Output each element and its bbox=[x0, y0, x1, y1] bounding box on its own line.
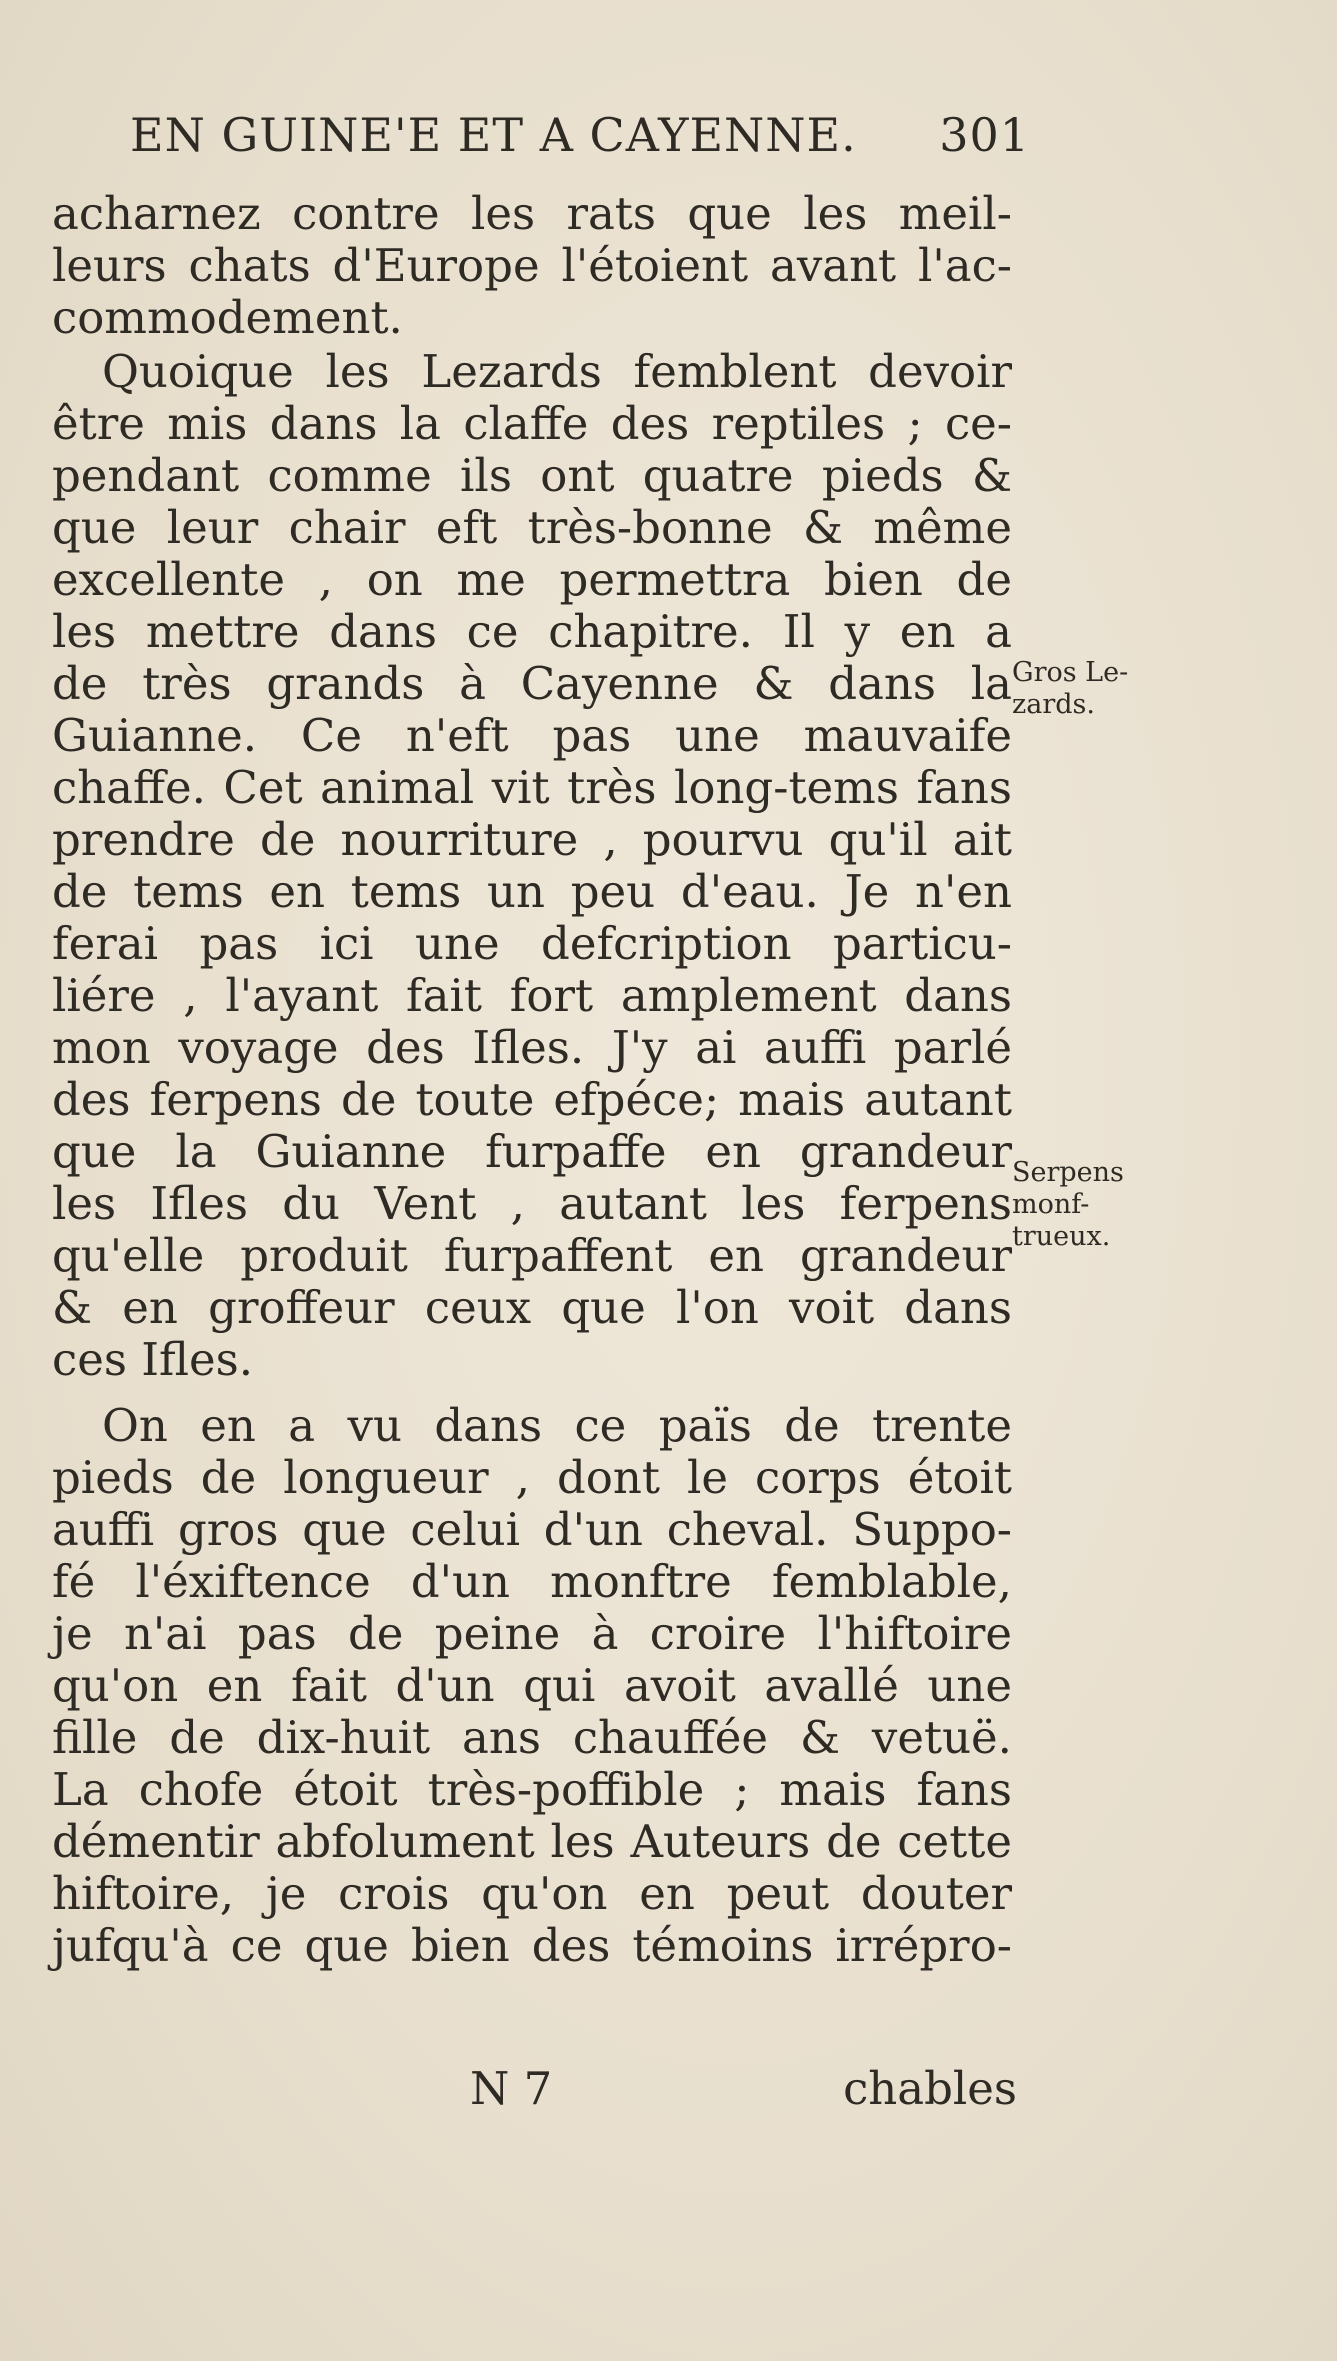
text-line: acharnez contre les rats que les meil- bbox=[52, 187, 1012, 240]
signature-mark: N 7 bbox=[470, 2062, 553, 2115]
text-line: les Ifles du Vent , autant les ferpens bbox=[52, 1177, 1012, 1230]
text-line: & en groffeur ceux que l'on voit dans bbox=[52, 1281, 1012, 1334]
catchword: chables bbox=[843, 2062, 1017, 2115]
text-line: chaffe. Cet animal vit très long-tems fans bbox=[52, 761, 1012, 814]
page-header bbox=[130, 108, 1030, 168]
text-line: ferai pas ici une defcription particu- bbox=[52, 917, 1012, 970]
text-line: excellente , on me permettra bien de bbox=[52, 553, 1012, 606]
marginal-note-line: trueux. bbox=[1012, 1221, 1111, 1252]
text-line: être mis dans la claffe des reptiles ; ce- bbox=[52, 397, 1012, 450]
text-line: liére , l'ayant fait fort amplement dans bbox=[52, 969, 1012, 1022]
text-line: pendant comme ils ont quatre pieds & bbox=[52, 449, 1012, 502]
text-line: mon voyage des Ifles. J'y ai auffi parlé bbox=[52, 1021, 1012, 1074]
text-line: auffi gros que celui d'un cheval. Suppo- bbox=[52, 1503, 1012, 1556]
text-line: fille de dix-huit ans chauffée & vetuë. bbox=[52, 1711, 1012, 1764]
text-line: des ferpens de toute efpéce; mais autant bbox=[52, 1073, 1012, 1126]
text-line: que leur chair eft très-bonne & même bbox=[52, 501, 1012, 554]
page-number: 301 bbox=[939, 108, 1030, 162]
text-line: de très grands à Cayenne & dans la bbox=[52, 657, 1012, 710]
text-line: ces Ifles. bbox=[52, 1333, 254, 1386]
marginal-note-line: monf- bbox=[1012, 1189, 1090, 1220]
text-line: de tems en tems un peu d'eau. Je n'en bbox=[52, 865, 1012, 918]
marginal-note-line: Serpens bbox=[1012, 1157, 1124, 1188]
text-line: La chofe étoit très-poffible ; mais fans bbox=[52, 1763, 1012, 1816]
text-line: qu'elle produit furpaffent en grandeur bbox=[52, 1229, 1012, 1282]
marginal-note-line: Gros Le- bbox=[1012, 657, 1129, 688]
text-line: pieds de longueur , dont le corps étoit bbox=[52, 1451, 1012, 1504]
text-line: les mettre dans ce chapitre. Il y en a bbox=[52, 605, 1012, 658]
text-line: hiftoire, je crois qu'on en peut douter bbox=[52, 1867, 1012, 1920]
text-line: jufqu'à ce que bien des témoins irrépro- bbox=[52, 1919, 1012, 1972]
text-line: démentir abfolument les Auteurs de cette bbox=[52, 1815, 1012, 1868]
text-line: leurs chats d'Europe l'étoient avant l'ac- bbox=[52, 239, 1012, 292]
text-line: je n'ai pas de peine à croire l'hiftoire bbox=[52, 1607, 1012, 1660]
text-line: Quoique les Lezards femblent devoir bbox=[102, 345, 1012, 398]
marginal-note-line: zards. bbox=[1012, 689, 1095, 720]
text-line: Guianne. Ce n'eft pas une mauvaife bbox=[52, 709, 1012, 762]
text-line: que la Guianne furpaffe en grandeur bbox=[52, 1125, 1012, 1178]
text-line: On en a vu dans ce païs de trente bbox=[102, 1399, 1012, 1452]
text-line: qu'on en fait d'un qui avoit avallé une bbox=[52, 1659, 1012, 1712]
text-line: commodement. bbox=[52, 291, 403, 344]
text-line: fé l'éxiftence d'un monftre femblable, bbox=[52, 1555, 1012, 1608]
text-line: prendre de nourriture , pourvu qu'il ait bbox=[52, 813, 1012, 866]
running-title: EN GUINE'E ET A CAYENNE. bbox=[130, 108, 857, 162]
